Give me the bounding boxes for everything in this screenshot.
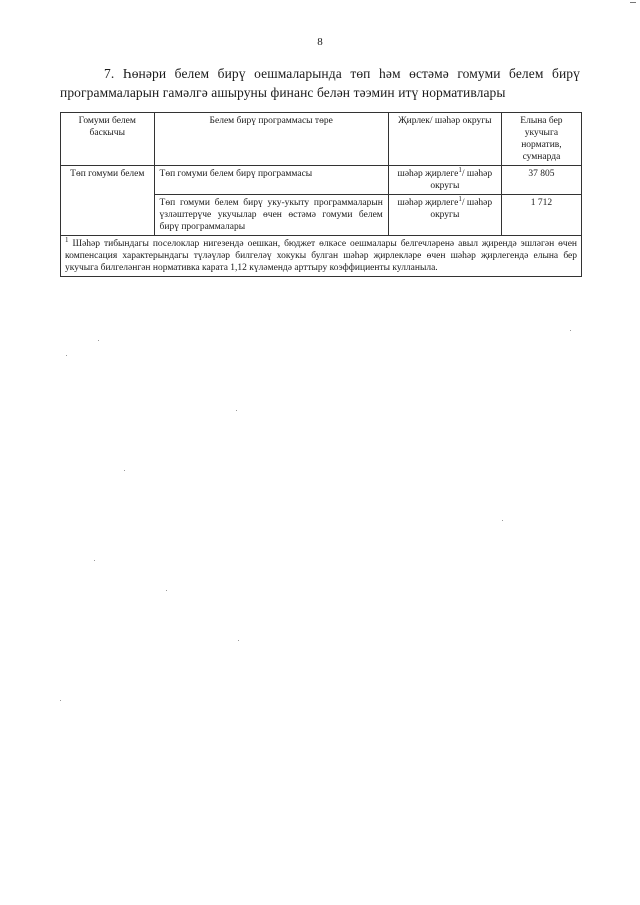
cell-program-type: Төп гомуми белем бирү программасы: [154, 166, 388, 195]
header-program-type: Белем бирү программасы төре: [154, 113, 388, 166]
table-row: [61, 166, 582, 195]
cell-norm-value: 1 712: [501, 195, 581, 236]
scan-speck: [166, 590, 167, 591]
scan-speck: [98, 340, 99, 341]
scan-speck: [236, 410, 237, 411]
footnote-ref: 1: [458, 165, 462, 174]
footnote-row: [61, 236, 582, 277]
cell-norm-value: 37 805: [501, 166, 581, 195]
scan-speck: [124, 470, 125, 471]
scan-speck: [60, 700, 61, 701]
settlement-text: шәһәр җирлеге: [397, 198, 459, 208]
settlement-text: шәһәр җирлеге: [397, 169, 459, 179]
page-number: 8: [317, 36, 323, 48]
scan-speck: [238, 640, 239, 641]
scan-edge-mark: [630, 2, 636, 3]
scan-speck: [570, 330, 571, 331]
funding-norms-table: [60, 112, 582, 277]
footnote-text: Шәһәр тибындагы поселоклар нигезендә оешкан, бюджет өлкәсе оешмалары белгечләренә авыл җирендә эшләгән өчен компенсация характерындагы түләүләр билгеләү хокукы булган шәһәр җирлекләре өчен шәһәр җирлегендә елына бер укучыга билгеләнгән нормативка карата 1,12 күләмендә арттыру коэффициенты кулланыла.: [65, 239, 577, 273]
header-education-level: Гомуми белем баскычы: [61, 113, 155, 166]
footnote: [61, 236, 582, 277]
cell-program-type: Төп гомуми белем бирү уку-укыту программаларын үзләштерүче укучылар өчен өстәмә гомуми белем бирү программалары: [154, 195, 388, 236]
scan-speck: [94, 560, 95, 561]
header-norm: Елына бер укучыга норматив, сумнарда: [501, 113, 581, 166]
header-settlement: Җирлек/ шәһәр округы: [388, 113, 501, 166]
scan-speck: [502, 520, 503, 521]
scan-speck: [66, 355, 67, 356]
cell-education-level: Төп гомуми белем: [61, 166, 155, 236]
cell-settlement: [388, 195, 501, 236]
settlement-text-tail: / шәһәр округы: [430, 198, 493, 220]
footnote-ref: 1: [458, 194, 462, 203]
table-header-row: [61, 113, 582, 166]
settlement-text-tail: / шәһәр округы: [430, 169, 493, 191]
section-heading: 7. Һөнәри белем бирү оешмаларында төп һәм өстәмә гомуми белем бирү программаларын гамәлгә ашыруны финанс белән тәэмин итү нормативлары: [60, 66, 580, 100]
cell-settlement: [388, 166, 501, 195]
footnote-marker: 1: [65, 235, 69, 244]
